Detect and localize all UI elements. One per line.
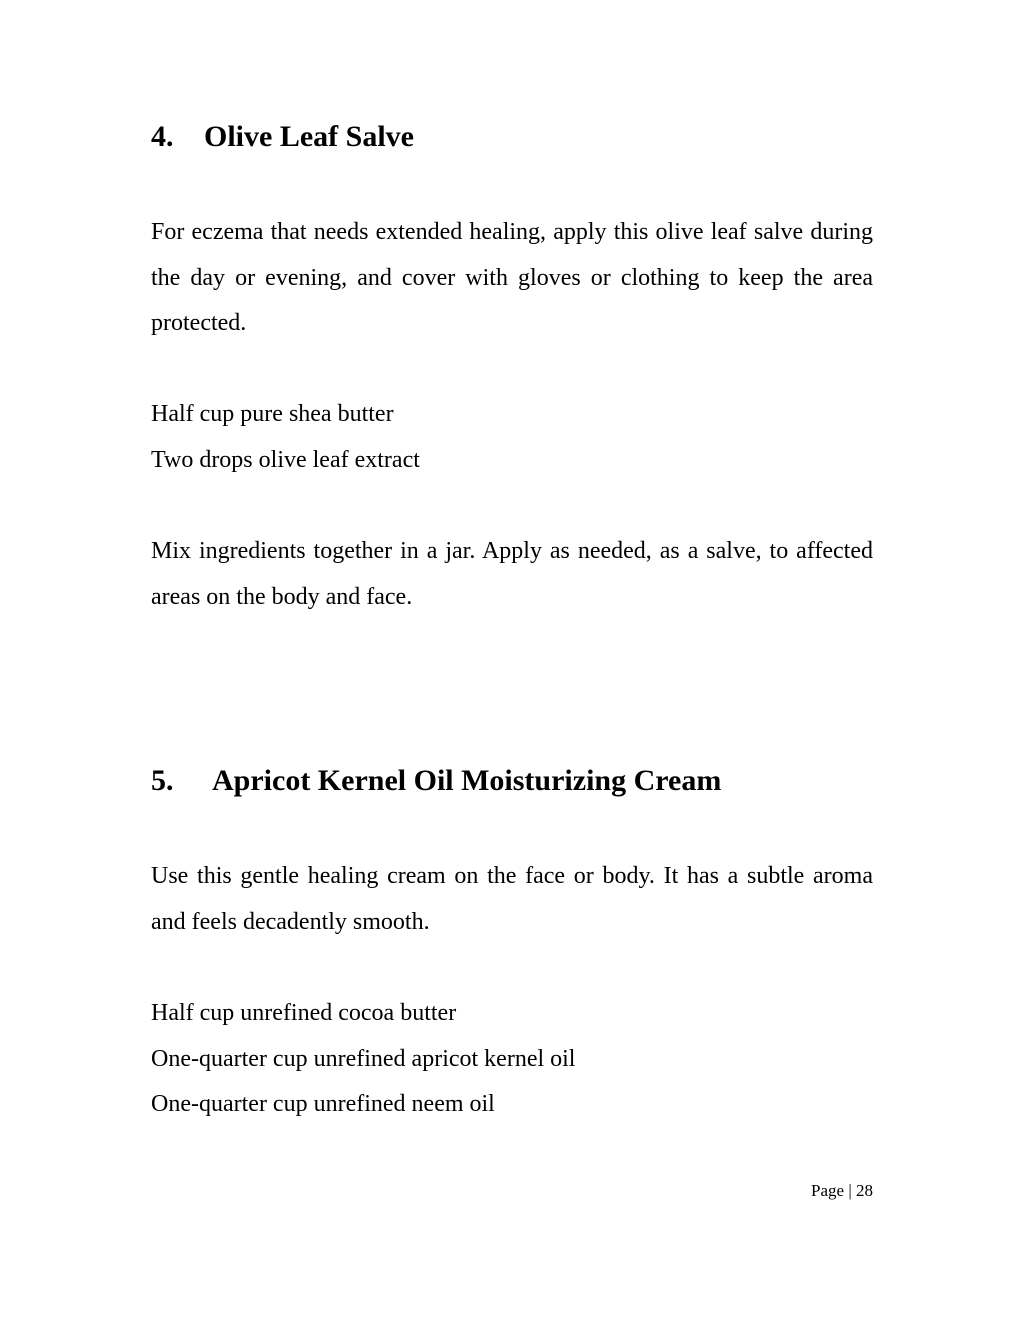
ingredient-item: One-quarter cup unrefined neem oil	[151, 1091, 495, 1118]
page-number: Page | 28	[811, 1181, 873, 1200]
section-heading-apricot-kernel-oil-cream	[151, 763, 721, 799]
section-intro: For eczema that needs extended healing, apply this olive leaf salve during the day or evening, and cover with gloves or clothing to keep the area protected.	[151, 219, 873, 337]
section-heading-olive-leaf-salve	[151, 119, 414, 155]
ingredient-item: Half cup unrefined cocoa butter	[151, 1000, 457, 1026]
document-page	[151, 0, 873, 1325]
section-number: 5.	[151, 764, 174, 797]
ingredient-item: Half cup pure shea butter	[151, 401, 394, 427]
ingredient-item: One-quarter cup unrefined apricot kernel oil	[151, 1045, 576, 1072]
section-title: Olive Leaf Salve	[204, 120, 414, 153]
section-number: 4.	[151, 120, 174, 153]
section-title: Apricot Kernel Oil Moisturizing Cream	[212, 764, 722, 797]
ingredient-item: Two drops olive leaf extract	[151, 446, 420, 473]
section-method: Mix ingredients together in a jar. Apply as needed, as a salve, to affected areas on the body and face.	[151, 538, 873, 610]
section-intro: Use this gentle healing cream on the face or body. It has a subtle aroma and feels decadently smooth.	[151, 863, 873, 935]
ingredient-list	[151, 392, 420, 483]
ingredient-list	[151, 991, 575, 1128]
